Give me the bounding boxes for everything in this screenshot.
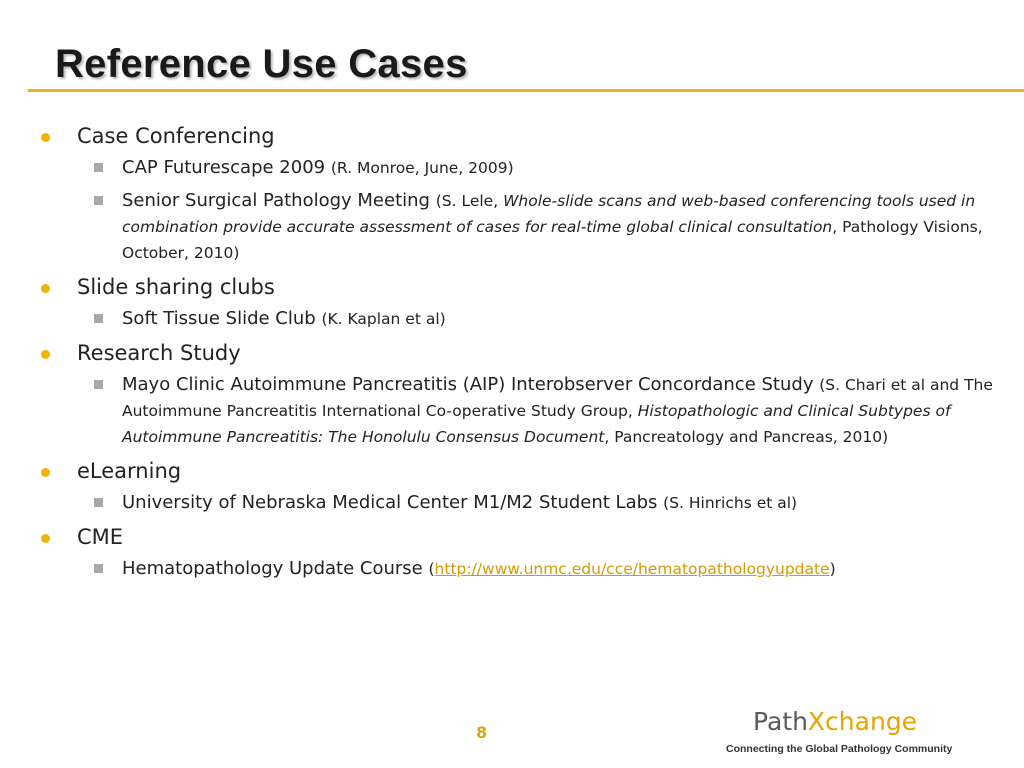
square-bullet-icon (94, 196, 103, 205)
bullet-heading: CME (77, 525, 124, 549)
sub-bullet-main: CAP Futurescape 2009 (122, 157, 326, 178)
bullet-slide-sharing (38, 275, 998, 299)
bullet-dot-icon (41, 350, 50, 359)
square-bullet-icon (94, 498, 103, 507)
sub-bullet-main: Senior Surgical Pathology Meeting (122, 190, 430, 211)
sub-bullet-surgical-pathology (38, 188, 998, 266)
sub-bullet-hematopathology (38, 556, 998, 582)
sub-bullet-main: Hematopathology Update Course (122, 558, 423, 579)
sub-bullet-soft-tissue (38, 306, 998, 332)
bullet-list (38, 124, 998, 582)
bullet-cme (38, 525, 998, 549)
logo-tagline: Connecting the Global Pathology Community (726, 743, 953, 755)
bullet-dot-icon (41, 534, 50, 543)
bullet-heading: Research Study (77, 341, 241, 365)
bullet-case-conferencing (38, 124, 998, 148)
bullet-heading: eLearning (77, 459, 182, 483)
sub-bullet-mayo-clinic (38, 372, 998, 450)
sub-bullet-reference: (S. Chari et al and The Autoimmune Pancreatitis International Co-operative Study Group, Histopathologic and Clinical Subtypes of Autoimmune Pancreatitis: The Honolulu Consensus Document, Pancreatology and Pancreas, 2010) (122, 376, 993, 446)
sub-bullet-main: University of Nebraska Medical Center M1/M2 Student Labs (122, 492, 658, 513)
square-bullet-icon (94, 380, 103, 389)
bullet-heading: Slide sharing clubs (77, 275, 275, 299)
pathxchange-logo: PathXchange (753, 707, 918, 736)
reference-title: Whole-slide scans and web-based conferencing tools used in combination provide accurate assessment of cases for real-time global clinical consultation (122, 192, 976, 236)
slide-title: Reference Use Cases (55, 42, 468, 86)
title-underline (28, 89, 1024, 92)
square-bullet-icon (94, 163, 103, 172)
sub-bullet-main: Mayo Clinic Autoimmune Pancreatitis (AIP) Interobserver Concordance Study (122, 374, 814, 395)
bullet-dot-icon (41, 133, 50, 142)
bullet-elearning (38, 459, 998, 483)
sub-bullet-reference: (K. Kaplan et al) (321, 310, 446, 328)
square-bullet-icon (94, 314, 103, 323)
course-url-link[interactable]: http://www.unmc.edu/cce/hematopathologyupdate (434, 560, 830, 578)
square-bullet-icon (94, 564, 103, 573)
sub-bullet-unmc-labs (38, 490, 998, 516)
bullet-research-study (38, 341, 998, 365)
sub-bullet-main: Soft Tissue Slide Club (122, 308, 316, 329)
sub-bullet-reference: (http://www.unmc.edu/cce/hematopathologyupdate) (428, 560, 836, 578)
bullet-heading: Case Conferencing (77, 124, 275, 148)
sub-bullet-reference: (R. Monroe, June, 2009) (330, 159, 514, 177)
sub-bullet-cap-futurescape (38, 155, 998, 181)
page-number: 8 (476, 723, 488, 742)
bullet-dot-icon (41, 284, 50, 293)
reference-title: Histopathologic and Clinical Subtypes of Autoimmune Pancreatitis: The Honolulu Consensus Document (122, 402, 951, 446)
sub-bullet-reference: (S. Lele, Whole-slide scans and web-based conferencing tools used in combination provide accurate assessment of cases for real-time global clinical consultation, Pathology Visions, October, 2010) (122, 192, 983, 262)
bullet-dot-icon (41, 468, 50, 477)
sub-bullet-reference: (S. Hinrichs et al) (663, 494, 798, 512)
